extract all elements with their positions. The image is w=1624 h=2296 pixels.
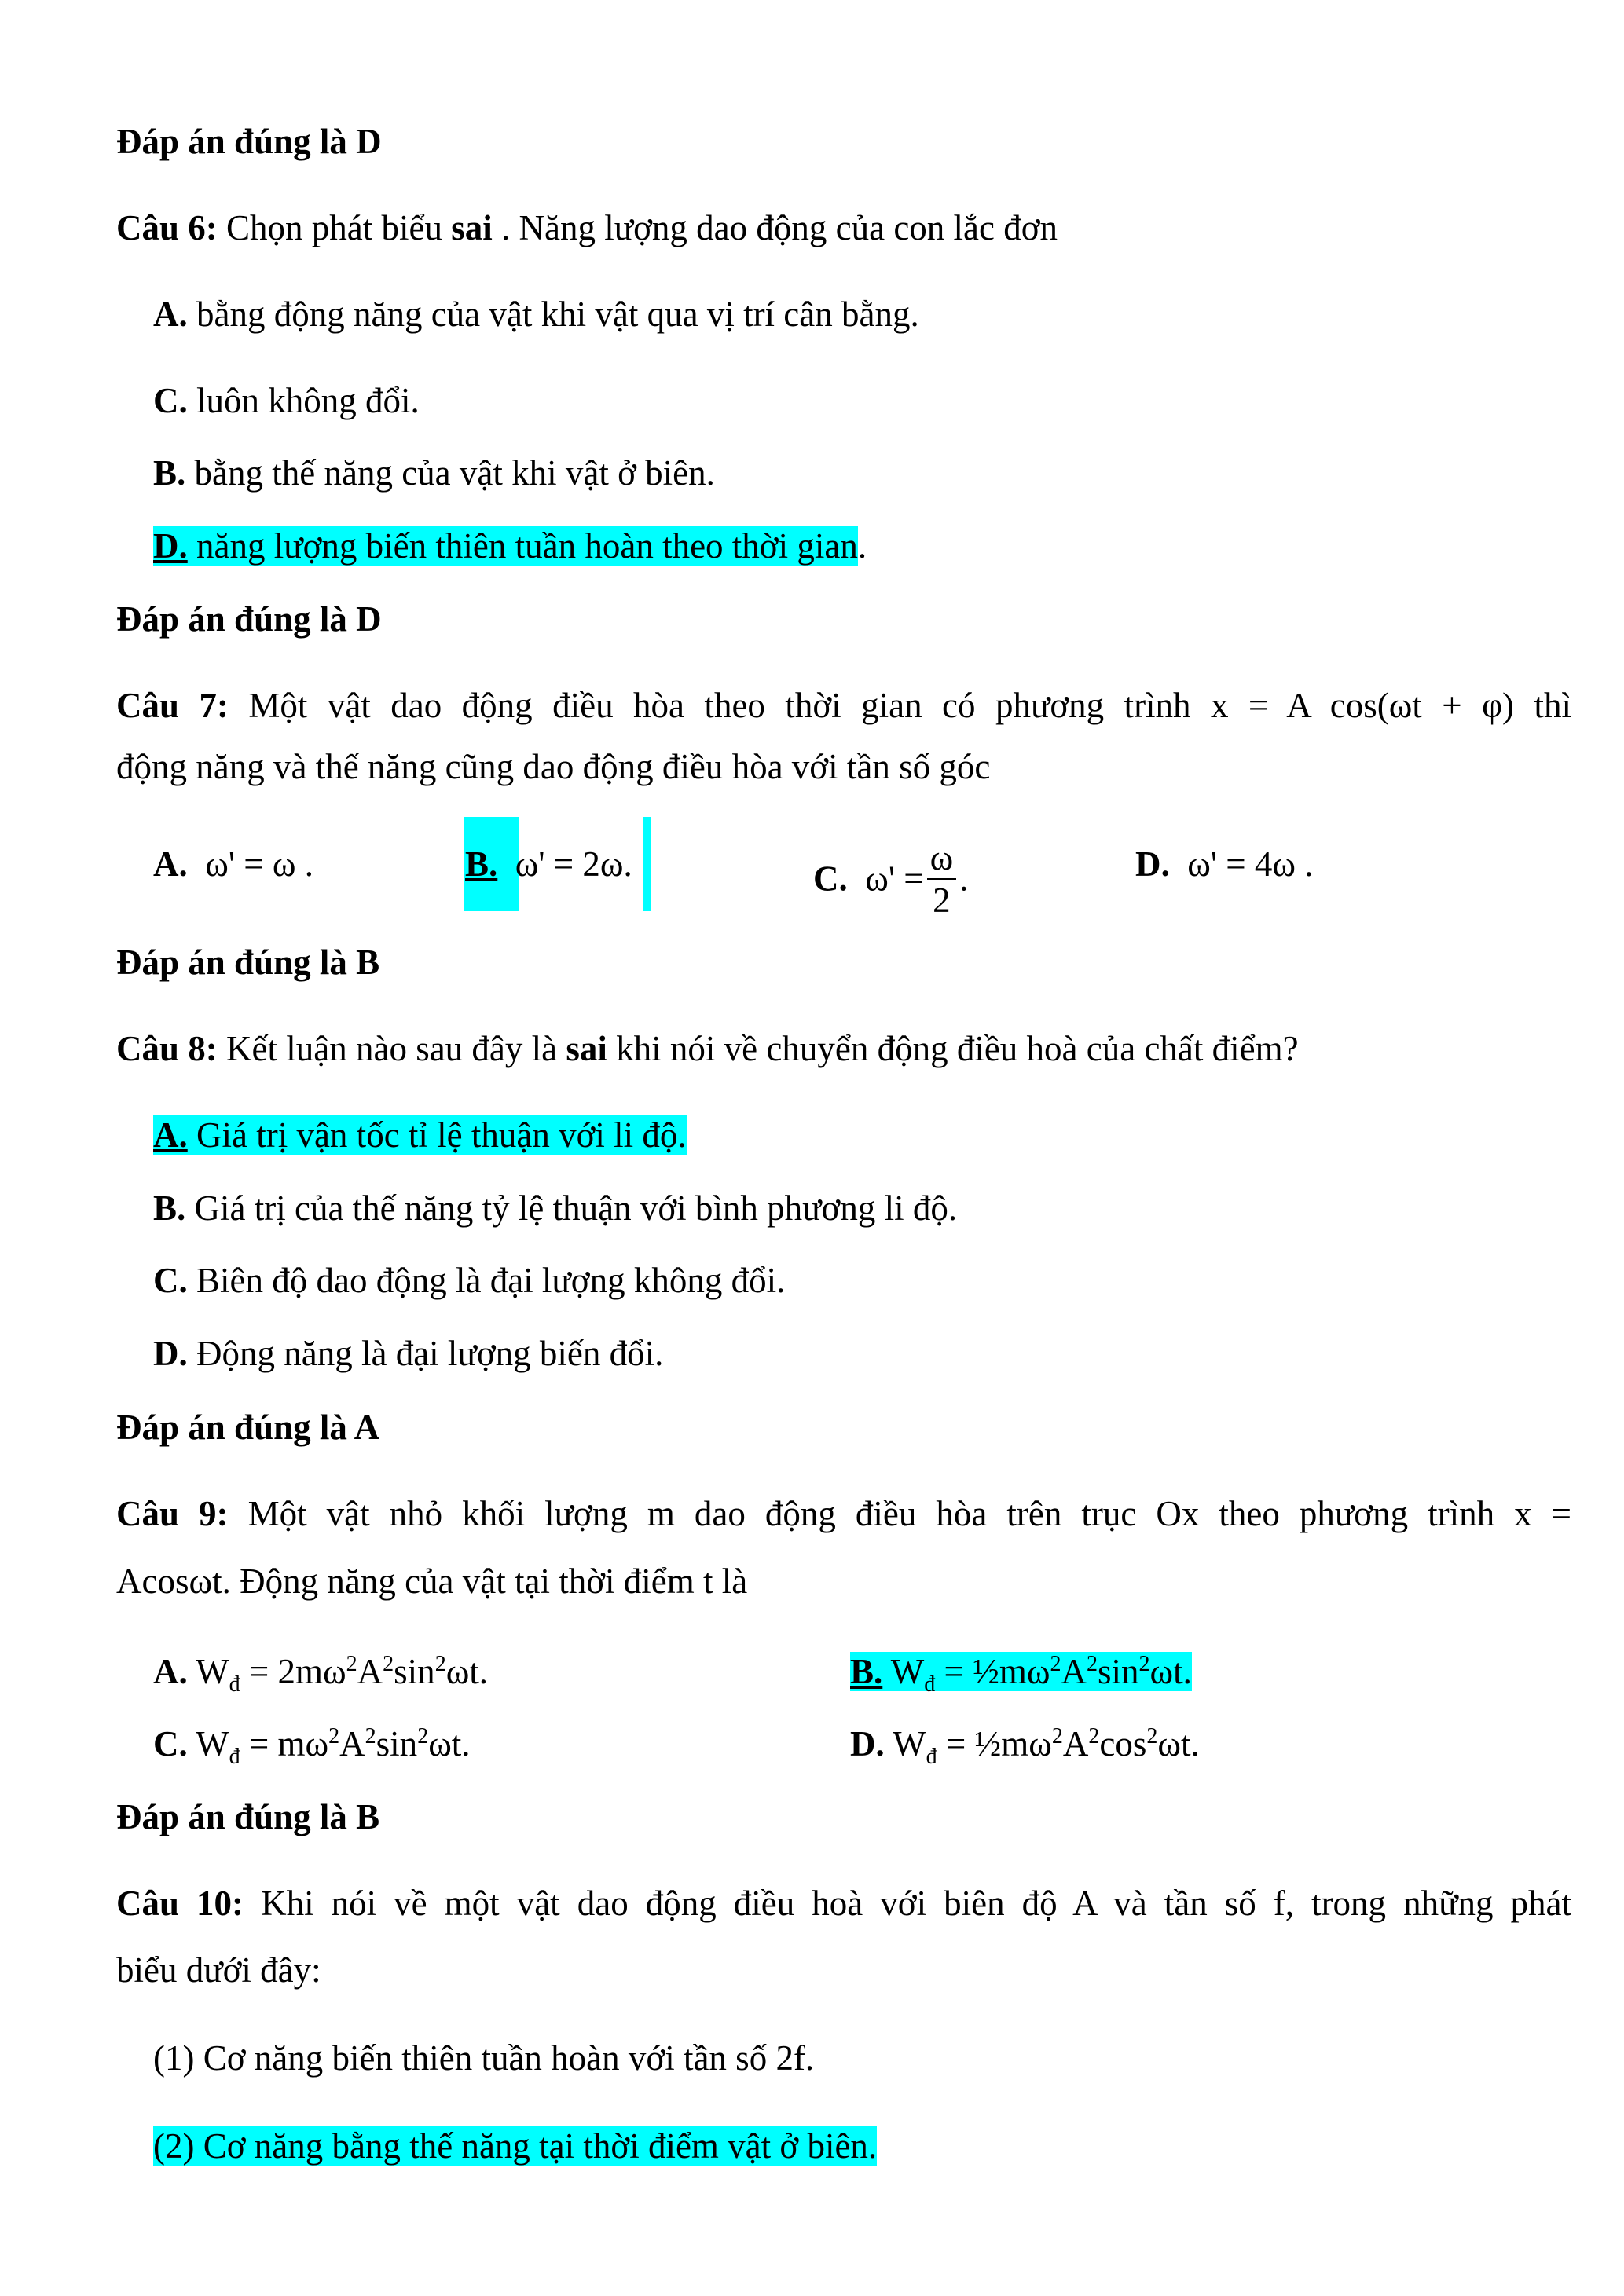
highlight-bar	[643, 817, 651, 911]
option-label: C.	[153, 1724, 188, 1763]
q7-option-a	[153, 840, 313, 888]
option-text: Biên độ dao động là đại lượng không đổi.	[187, 1261, 786, 1300]
option-text: ω' = ω .	[205, 844, 313, 884]
option-label: D.	[1135, 844, 1170, 884]
question-7-line2: động năng và thế năng cũng dao động điều hòa với tần số góc	[116, 747, 991, 786]
answer-q7: Đáp án đúng là B	[116, 943, 380, 982]
q9-option-b-correct: B. $W_đ$ = $\frac{1}{2}m\omega^2A^2\sin^2\omega t$.	[850, 1652, 1192, 1697]
option-label: C.	[153, 1261, 188, 1300]
option-label: A.	[153, 844, 188, 884]
option-label: D.	[153, 1334, 188, 1373]
q6-option-a	[153, 291, 919, 338]
q9-option-c: C. $W_đ = m\omega^2A^2\sin^2\omega t$.	[153, 1724, 471, 1769]
option-end: .	[857, 526, 867, 566]
option-label: B.	[850, 1652, 883, 1691]
statement-text: (2) Cơ năng bằng thế năng tại thời điểm vật ở biên.	[153, 2126, 878, 2166]
option-label: B.	[153, 453, 186, 493]
q6-text-bold: sai	[451, 208, 493, 247]
q8-text-c: khi nói về chuyển động điều hoà của chất điểm?	[607, 1029, 1299, 1068]
q9-option-a: A. $W_đ = 2m\omega^2A^2\sin^2\omega t$.	[153, 1652, 489, 1697]
option-text: Giá trị của thế năng tỷ lệ thuận với bình phương li độ.	[185, 1188, 958, 1228]
answer-q9: Đáp án đúng là B	[116, 1797, 380, 1836]
answer-q6: Đáp án đúng là D	[116, 599, 382, 639]
option-text: Động năng là đại lượng biến đổi.	[187, 1334, 664, 1373]
q10-statement-1: (1) Cơ năng biến thiên tuần hoàn với tần số 2f.	[153, 2038, 815, 2078]
q6-text-a: Chọn phát biểu	[217, 208, 452, 247]
q6-text-c: . Năng lượng dao động của con lắc đơn	[492, 208, 1058, 247]
q8-option-c	[153, 1257, 785, 1304]
option-text: bằng thế năng của vật khi vật ở biên.	[185, 453, 715, 493]
option-label: B.	[465, 844, 498, 884]
q8-option-b	[153, 1185, 957, 1232]
q9-option-d: D. $W_đ$ = $\frac{1}{2}m\omega^2A^2\cos^2\omega t$.	[850, 1724, 1200, 1769]
option-label: B.	[153, 1188, 186, 1228]
option-text: bằng động năng của vật khi vật qua vị trí cân bằng.	[187, 295, 919, 334]
q8-label: Câu 8:	[116, 1029, 218, 1068]
question-9-line2: Acosωt. Động năng của vật tại thời điểm t là	[116, 1562, 748, 1601]
q7-text1: Một vật dao động điều hòa theo thời gian có phương trình x = A cos(ωt + φ) thì	[228, 686, 1571, 725]
option-text: ω' = 2ω	[515, 844, 624, 884]
question-7-line1	[116, 682, 1571, 729]
question-10-line1	[116, 1880, 1571, 1927]
option-end: .	[623, 844, 632, 884]
question-6	[116, 204, 1058, 251]
denominator: 2	[933, 881, 951, 920]
q8-text-a: Kết luận nào sau đây là	[217, 1029, 566, 1068]
option-label: D.	[850, 1724, 885, 1763]
option-text: ω' =	[865, 859, 924, 899]
fraction	[927, 837, 957, 921]
q6-option-b	[153, 449, 715, 496]
option-label: A.	[153, 1115, 188, 1155]
option-label: C.	[813, 859, 848, 899]
option-label: A.	[153, 295, 188, 334]
q7-option-c	[813, 840, 968, 924]
option-text: ω' = 4ω .	[1187, 844, 1314, 884]
q9-label: Câu 9:	[116, 1494, 229, 1533]
option-label: C.	[153, 381, 188, 420]
question-9-line1	[116, 1490, 1571, 1537]
q7-option-b-correct	[465, 840, 632, 888]
option-end: .	[959, 859, 969, 899]
option-text: năng lượng biến thiên tuần hoàn theo thời gian	[187, 526, 858, 566]
q10-label: Câu 10:	[116, 1884, 244, 1923]
q8-option-d	[153, 1330, 663, 1377]
q7-label: Câu 7:	[116, 686, 229, 725]
answer-q5: Đáp án đúng là D	[116, 122, 382, 161]
q6-option-c	[153, 377, 420, 424]
question-10-line2: biểu dưới đây:	[116, 1950, 321, 1990]
option-label: D.	[153, 526, 188, 566]
q6-label: Câu 6:	[116, 208, 218, 247]
q9-text1: Một vật nhỏ khối lượng m dao động điều hòa trên trục Ox theo phương trình x =	[228, 1494, 1572, 1533]
option-text: luôn không đổi.	[187, 381, 420, 420]
numerator: ω	[927, 837, 957, 880]
question-8	[116, 1025, 1299, 1072]
answer-q8: Đáp án đúng là A	[116, 1408, 380, 1447]
q7-option-d	[1135, 840, 1313, 888]
option-text: Giá trị vận tốc tỉ lệ thuận với li độ.	[187, 1115, 687, 1155]
q8-text-bold: sai	[566, 1029, 607, 1068]
q10-text1: Khi nói về một vật dao động điều hoà với biên độ A và tần số f, trong những phát	[244, 1884, 1571, 1923]
q10-statement-2-highlighted	[153, 2122, 877, 2170]
q6-option-d-correct	[153, 522, 867, 569]
option-label: A.	[153, 1652, 188, 1691]
q8-option-a-correct	[153, 1111, 687, 1159]
